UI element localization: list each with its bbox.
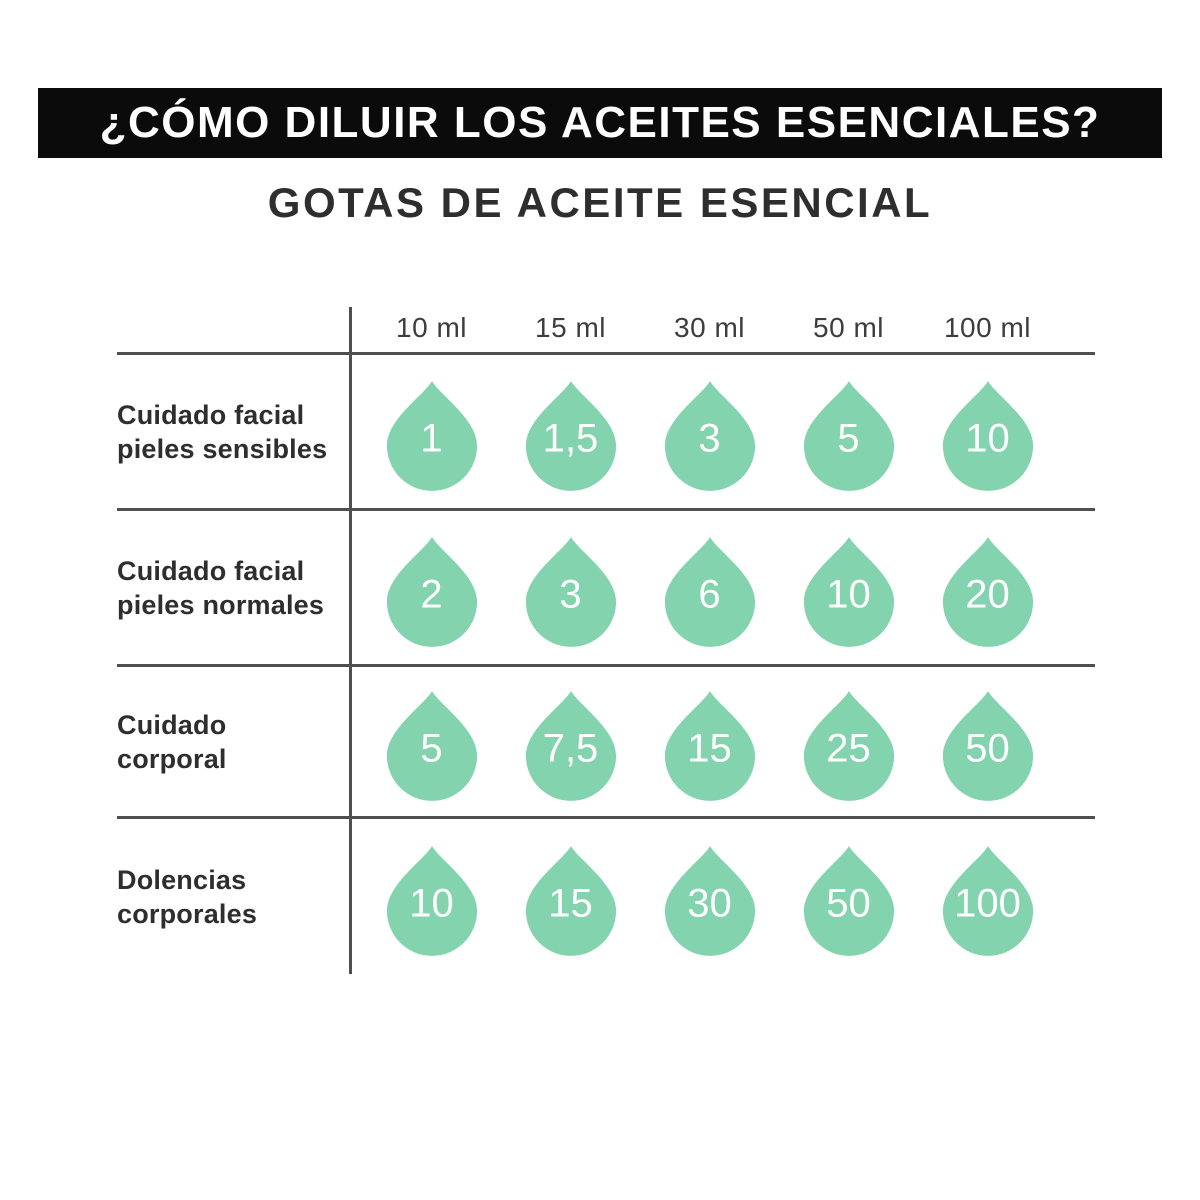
droplet-icon (383, 534, 481, 649)
drop-value: 5 (420, 726, 443, 771)
row-label: Dolencias corporales (117, 864, 258, 929)
drop-value: 2 (420, 572, 443, 617)
droplet-icon (522, 378, 620, 493)
table-row (117, 355, 1095, 511)
drop-value: 10 (826, 572, 871, 617)
table-cell (640, 835, 779, 958)
column-header-50ml: 50 ml (813, 312, 884, 343)
table-cell (779, 835, 918, 958)
drop-value: 25 (826, 726, 871, 771)
droplet-icon (800, 688, 898, 803)
droplet-icon (661, 843, 759, 958)
droplet-icon (800, 843, 898, 958)
droplet-icon (661, 378, 759, 493)
table-cell (918, 680, 1057, 803)
droplet-icon (661, 534, 759, 649)
table-row (117, 667, 1095, 819)
table-cell (918, 370, 1057, 493)
drop-value: 1 (420, 416, 443, 461)
table-cell (362, 370, 501, 493)
table-cell (918, 835, 1057, 958)
table-cell (362, 680, 501, 803)
table-cell (779, 526, 918, 649)
droplet-icon (939, 688, 1037, 803)
column-header-100ml: 100 ml (943, 312, 1032, 343)
droplet-icon (522, 534, 620, 649)
droplet-icon (661, 688, 759, 803)
droplet-icon (522, 688, 620, 803)
table-row (117, 819, 1095, 974)
table-row (117, 511, 1095, 667)
drop-value: 3 (559, 572, 582, 617)
table-cell (640, 370, 779, 493)
column-header-15ml: 15 ml (535, 312, 606, 343)
drop-value: 30 (687, 881, 732, 926)
drop-value: 6 (698, 572, 721, 617)
droplet-icon (800, 378, 898, 493)
title-banner (38, 88, 1162, 158)
table-cell (501, 680, 640, 803)
drop-value: 7,5 (542, 726, 599, 771)
table-cell (779, 370, 918, 493)
droplet-icon (522, 843, 620, 958)
table-cell (640, 680, 779, 803)
row-label: Cuidado corporal (117, 709, 227, 774)
drop-value: 5 (837, 416, 860, 461)
drop-value: 50 (826, 881, 871, 926)
table-cell (918, 526, 1057, 649)
droplet-icon (800, 534, 898, 649)
row-label: Cuidado facial pieles normales (117, 555, 325, 620)
drop-value: 20 (965, 572, 1010, 617)
table-cell (501, 526, 640, 649)
table-cell (362, 835, 501, 958)
row-label: Cuidado facial pieles sensibles (117, 399, 328, 464)
table-cell (501, 835, 640, 958)
droplet-icon (939, 534, 1037, 649)
droplet-icon (383, 688, 481, 803)
table-vertical-divider (349, 307, 352, 974)
drop-value: 10 (409, 881, 454, 926)
page-subtitle: GOTAS DE ACEITE ESENCIAL (267, 179, 933, 226)
droplet-icon (383, 378, 481, 493)
table-cell (501, 370, 640, 493)
drop-value: 15 (687, 726, 732, 771)
column-header-10ml: 10 ml (396, 312, 467, 343)
table-header-row (117, 307, 1095, 355)
drop-value: 50 (965, 726, 1010, 771)
table-cell (362, 526, 501, 649)
page-title: ¿CÓMO DILUIR LOS ACEITES ESENCIALES? (99, 98, 1101, 147)
column-header-30ml: 30 ml (674, 312, 745, 343)
drop-value: 10 (965, 416, 1010, 461)
drop-value: 100 (954, 881, 1021, 926)
drop-value: 15 (548, 881, 593, 926)
drop-value: 3 (698, 416, 721, 461)
droplet-icon (939, 378, 1037, 493)
droplet-icon (939, 843, 1037, 958)
table-cell (640, 526, 779, 649)
drop-value: 1,5 (542, 416, 599, 461)
droplet-icon (383, 843, 481, 958)
table-cell (779, 680, 918, 803)
dilution-table (117, 307, 1095, 974)
